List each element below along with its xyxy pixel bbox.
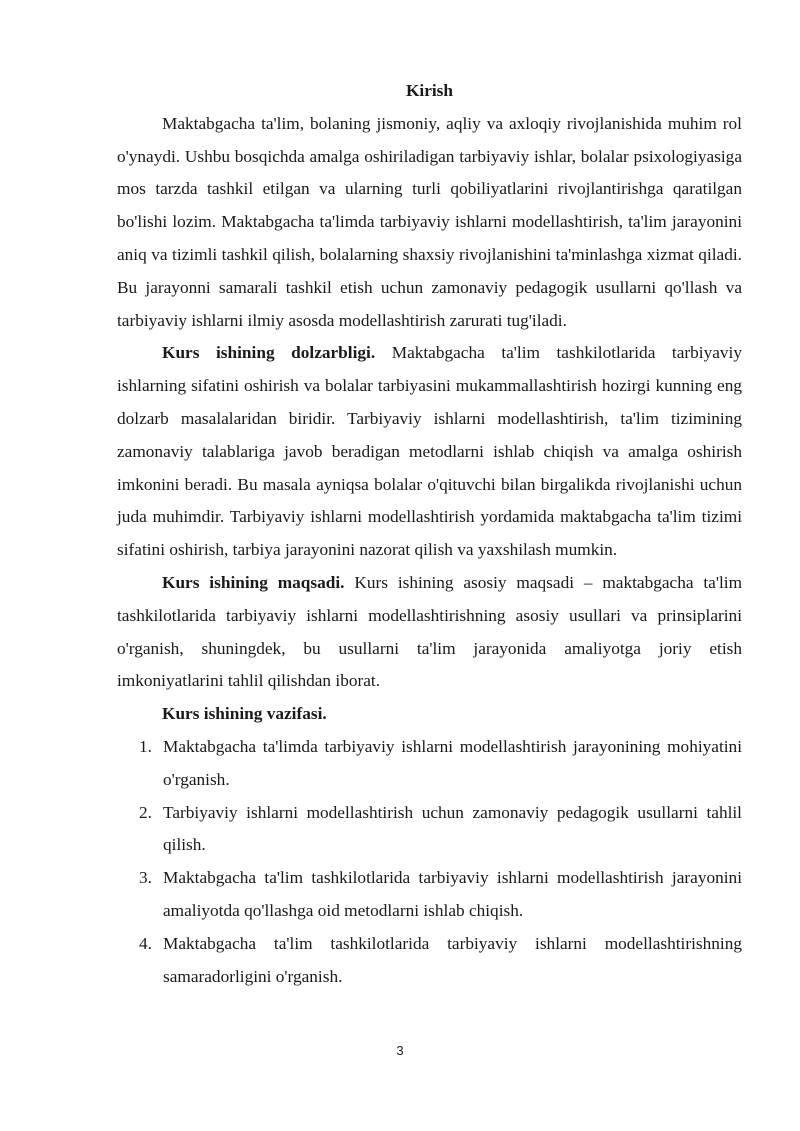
list-item-text: Maktabgacha ta'limda tarbiyaviy ishlarni modellashtirish jarayonining mohiyatini o'rganish. <box>163 736 742 789</box>
list-item-number: 1. <box>139 736 152 756</box>
relevance-text: Maktabgacha ta'lim tashkilotlarida tarbiyaviy ishlarning sifatini oshirish va bolalar tarbiyasini mukammallashtirish hozirgi kunning eng dolzarb masalalaridan biridir. Tarbiyaviy ishlarni modellashtirish, ta'lim tizimining zamonaviy talablariga javob beradigan metodlarni ishlab chiqish va amalga oshirish imkonini beradi. Bu masala ayniqsa bolalar o'qituvchi bilan birgalikda rivojlanishi uchun juda muhimdir. Tarbiyaviy ishlarni modellashtirish yordamida maktabgacha ta'lim tizimi sifatini oshirish, tarbiya jarayonini nazorat qilish va yaxshilash mumkin. <box>117 343 742 560</box>
page-number: 3 <box>396 1043 404 1058</box>
list-item-number: 3. <box>139 868 152 888</box>
relevance-label: Kurs ishining dolzarbligi. <box>162 343 376 363</box>
page-content <box>117 75 742 993</box>
list-item-number: 2. <box>139 802 152 822</box>
intro-paragraph: Maktabgacha ta'lim, bolaning jismoniy, aqliy va axloqiy rivojlanishida muhim rol o'ynaydi. Ushbu bosqichda amalga oshiriladigan tarbiyaviy ishlar, bolalar psixologiyasiga mos tarzda tashkil etilgan va ularning turli qobiliyatlarini rivojlantirishga qaratilgan bo'lishi lozim. Maktabgacha ta'limda tarbiyaviy ishlarni modellashtirish, ta'lim jarayonini aniq va tizimli tashkil qilish, bolalarning shaxsiy rivojlanishini ta'minlashga xizmat qiladi. Bu jarayonni samarali tashkil etish uchun zamonaviy pedagogik usullarni qo'llash va tarbiyaviy ishlarni ilmiy asosda modellashtirish zarurati tug'iladi. <box>117 113 742 330</box>
list-item <box>117 862 742 928</box>
page-title: Kirish <box>405 81 454 100</box>
relevance-paragraph <box>117 337 742 567</box>
list-item <box>117 928 742 994</box>
list-item <box>117 731 742 797</box>
tasks-list <box>117 731 742 993</box>
list-item-text: Maktabgacha ta'lim tashkilotlarida tarbiyaviy ishlarni modellashtirish jarayonini amaliyotda qo'llashga oid metodlarni ishlab chiqish. <box>163 868 742 920</box>
list-item-number: 4. <box>139 933 152 953</box>
list-item-text: Maktabgacha ta'lim tashkilotlarida tarbiyaviy ishlarni modellashtirishning samaradorligini o'rganish. <box>163 933 742 986</box>
goal-paragraph <box>117 567 742 698</box>
goal-label: Kurs ishining maqsadi. <box>162 572 345 592</box>
tasks-heading: Kurs ishining vazifasi. <box>162 704 327 724</box>
goal-text: Kurs ishining asosiy maqsadi – maktabgacha ta'lim tashkilotlarida tarbiyaviy ishlarni modellashtirishning asosiy usullari va prinsiplarini o'rganish, shuningdek, bu usullarni ta'lim jarayonida amaliyotga joriy etish imkoniyatlarini tahlil qilishdan iborat. <box>117 572 743 691</box>
list-item <box>117 797 742 863</box>
list-item-text: Tarbiyaviy ishlarni modellashtirish uchun zamonaviy pedagogik usullarni tahlil qilish. <box>163 802 742 855</box>
